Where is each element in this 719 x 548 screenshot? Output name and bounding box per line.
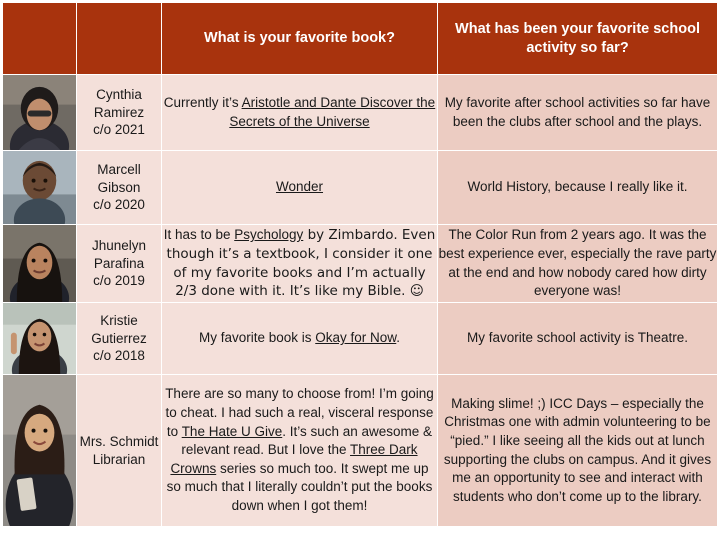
answer-text-post: . bbox=[396, 330, 401, 346]
header-name-blank bbox=[77, 3, 162, 75]
book-title: Okay for Now bbox=[315, 330, 397, 346]
table-header-row bbox=[3, 3, 718, 75]
answer-text-pre: There are so many to choose from! I’m going to cheat. I had such a real, visceral response to bbox=[165, 386, 434, 439]
staff-name: Mrs. Schmidt bbox=[79, 433, 159, 449]
student-photo-cell bbox=[3, 151, 77, 225]
table-row bbox=[3, 303, 718, 375]
answer-favorite-activity: World History, because I really like it. bbox=[438, 151, 718, 225]
answer-text-mid: . It’s such an awesome & relevant read. But I love the bbox=[181, 423, 433, 458]
book-title: The Hate U Give bbox=[181, 423, 283, 439]
book-title: Psychology bbox=[234, 227, 304, 243]
answer-favorite-book bbox=[162, 375, 438, 527]
answer-text-pre: It has to be bbox=[163, 227, 235, 243]
answer-favorite-activity: My favorite school activity is Theatre. bbox=[438, 303, 718, 375]
student-name: Marcell Gibson bbox=[97, 162, 141, 195]
student-name-cell bbox=[77, 151, 162, 225]
staff-photo-mrs-schmidt bbox=[3, 375, 76, 526]
interview-table bbox=[2, 2, 718, 527]
student-photo-cynthia-ramirez bbox=[3, 75, 76, 150]
student-name-cell bbox=[77, 303, 162, 375]
student-name: Cynthia Ramirez bbox=[93, 87, 145, 120]
answer-favorite-activity: Making slime! ;) ICC Days – especially the Christmas one with admin volunteering to be “pied.” I like seeing all the kids out at lunch supporting the clubs on campus. And it gives me an opportunity to see and interact with students who don’t come up to the library. bbox=[438, 375, 718, 527]
answer-favorite-book bbox=[162, 225, 438, 303]
answer-favorite-activity: The Color Run from 2 years ago. It was the best experience ever, especially the rave party at the end and how nobody cared how dirty everyone was! bbox=[438, 225, 718, 303]
table-row bbox=[3, 151, 718, 225]
student-class-of: c/o 2021 bbox=[93, 122, 145, 138]
student-photo-marcell-gibson bbox=[3, 151, 76, 224]
answer-favorite-activity: My favorite after school activities so far have been the clubs after school and the plays. bbox=[438, 75, 718, 151]
staff-name-cell bbox=[77, 375, 162, 527]
answer-text-pre: My favorite book is bbox=[198, 330, 316, 346]
book-title-secondary: Three Dark Crowns bbox=[170, 442, 418, 476]
student-name-cell bbox=[77, 225, 162, 303]
table-row bbox=[3, 375, 718, 527]
student-name-cell bbox=[77, 75, 162, 151]
student-photo-jhunelyn-parafina bbox=[3, 225, 76, 302]
answer-text-pre: Currently it’s bbox=[163, 94, 242, 110]
student-photo-cell bbox=[3, 75, 77, 151]
answer-favorite-book bbox=[162, 151, 438, 225]
student-name: Jhunelyn Parafina bbox=[91, 238, 147, 271]
header-question-favorite-activity: What has been your favorite school activity so far? bbox=[438, 3, 718, 75]
student-class-of: c/o 2020 bbox=[93, 197, 145, 213]
answer-text-post: series so much too. It swept me up so much that I literally couldn’t put the books down when I got them! bbox=[166, 460, 433, 514]
book-title: Wonder bbox=[275, 179, 324, 195]
book-title: Aristotle and Dante Discover the Secrets of the Universe bbox=[229, 94, 436, 129]
student-photo-kristie-gutierrez bbox=[3, 303, 76, 374]
staff-photo-cell bbox=[3, 375, 77, 527]
student-name: Kristie Gutierrez bbox=[91, 313, 147, 346]
student-photo-cell bbox=[3, 303, 77, 375]
answer-favorite-book bbox=[162, 75, 438, 151]
header-photo-blank bbox=[3, 3, 77, 75]
answer-text-post: by Zimbardo. Even though it’s a textbook, I consider it one of my favorite books and I’m actually 2/3 done with it. It’s like my Bible. ☺ bbox=[166, 227, 436, 300]
answer-favorite-book bbox=[162, 303, 438, 375]
student-class-of: c/o 2018 bbox=[93, 348, 145, 364]
staff-role: Librarian bbox=[92, 451, 146, 467]
header-question-favorite-book: What is your favorite book? bbox=[162, 3, 438, 75]
student-photo-cell bbox=[3, 225, 77, 303]
table-row bbox=[3, 75, 718, 151]
student-class-of: c/o 2019 bbox=[93, 273, 145, 289]
table-row bbox=[3, 225, 718, 303]
